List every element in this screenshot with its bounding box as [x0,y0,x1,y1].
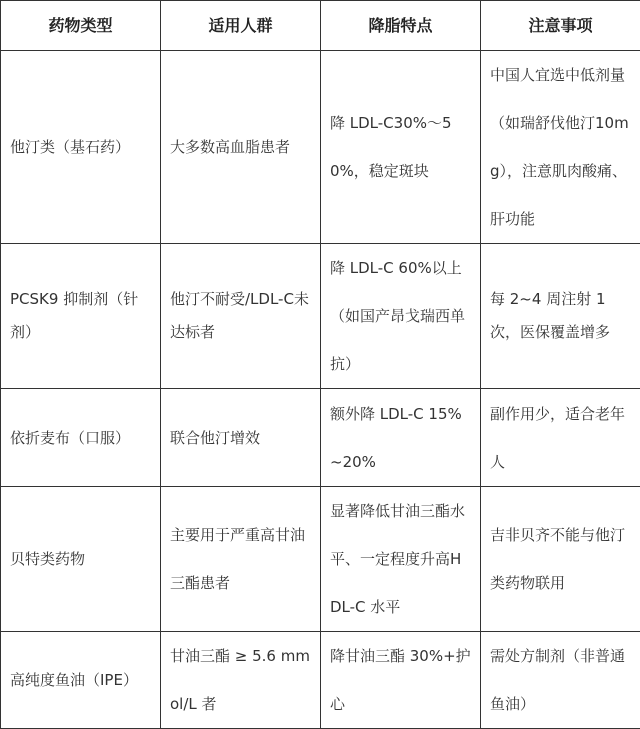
cell-notes: 副作用少，适合老年人 [481,389,640,487]
header-population: 适用人群 [161,1,321,51]
cell-notes: 中国人宜选中低剂量（如瑞舒伐他汀10mg），注意肌肉酸痛、肝功能 [481,51,640,244]
header-drug-type: 药物类型 [1,1,161,51]
cell-drug-type: 贝特类药物 [1,487,161,632]
table-row [1,632,640,729]
cell-drug-type: 他汀类（基石药） [1,51,161,244]
cell-population: 甘油三酯 ≥ 5.6 mmol/L 者 [161,632,321,729]
cell-features: 额外降 LDL-C 15%~20% [321,389,481,487]
table-row [1,389,640,487]
header-notes: 注意事项 [481,1,640,51]
cell-notes: 吉非贝齐不能与他汀类药物联用 [481,487,640,632]
cell-features: 降甘油三酯 30%+护心 [321,632,481,729]
table-row [1,487,640,632]
cell-population: 大多数高血脂患者 [161,51,321,244]
cell-drug-type: 高纯度鱼油（IPE） [1,632,161,729]
cell-population: 主要用于严重高甘油三酯患者 [161,487,321,632]
cell-population: 他汀不耐受/LDL-C未达标者 [161,244,321,389]
cell-notes: 需处方制剂（非普通鱼油） [481,632,640,729]
cell-features: 降 LDL-C 60%以上（如国产昂戈瑞西单抗） [321,244,481,389]
table-row [1,51,640,244]
table-header-row [1,1,640,51]
header-features: 降脂特点 [321,1,481,51]
cell-features: 降 LDL-C30%～50%，稳定斑块 [321,51,481,244]
cell-features: 显著降低甘油三酯水平、一定程度升高HDL-C 水平 [321,487,481,632]
cell-population: 联合他汀增效 [161,389,321,487]
table-row [1,244,640,389]
cell-drug-type: 依折麦布（口服） [1,389,161,487]
cell-drug-type: PCSK9 抑制剂（针剂） [1,244,161,389]
cell-notes: 每 2~4 周注射 1 次，医保覆盖增多 [481,244,640,389]
